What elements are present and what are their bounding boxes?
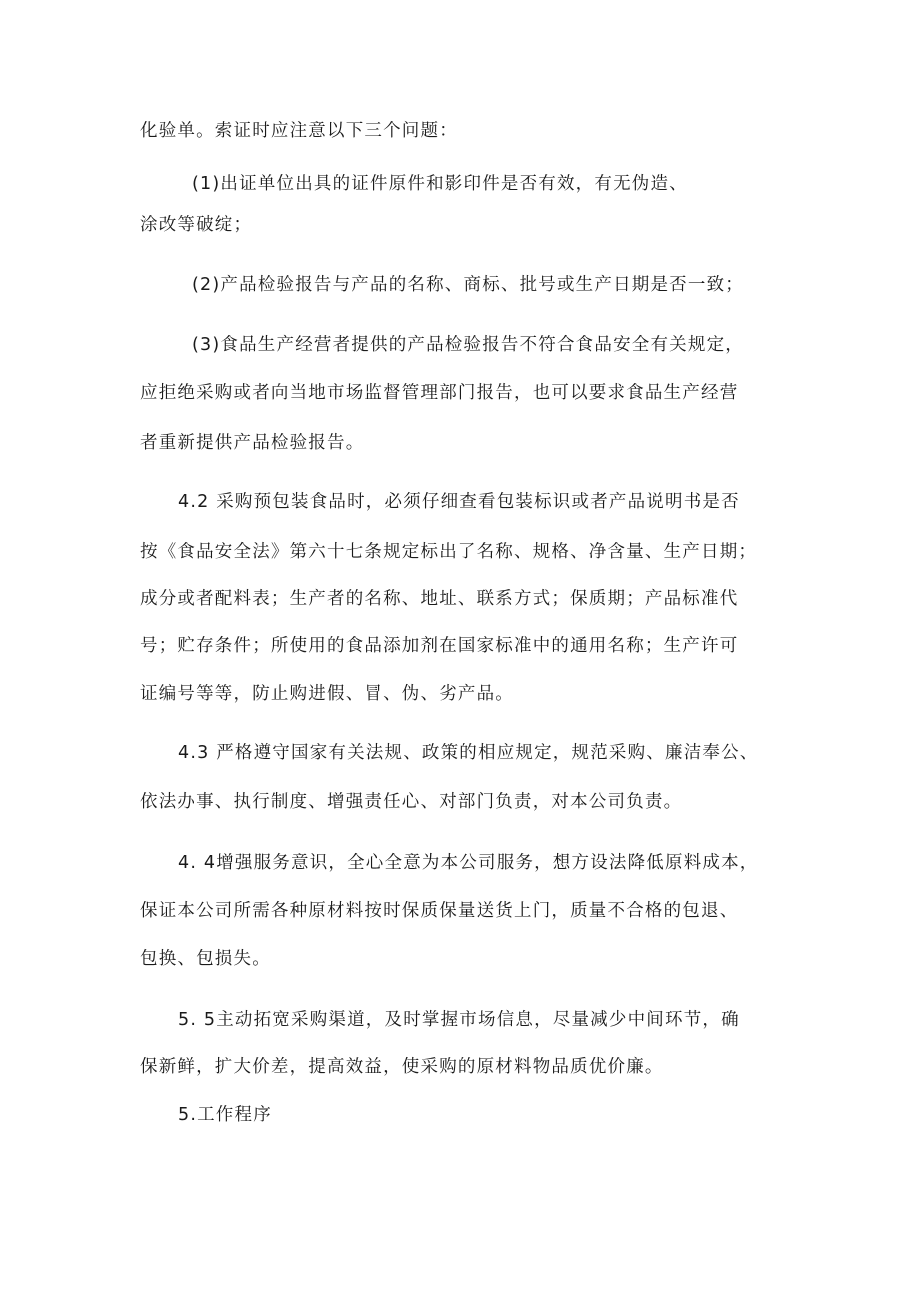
list-item-3: (3)食品生产经营者提供的产品检验报告不符合食品安全有关规定， [192,335,744,355]
section-5-5: 5. 5主动拓宽采购渠道，及时掌握市场信息，尽量减少中间环节，确 [178,1010,740,1030]
section-4-2: 4.2 采购预包装食品时，必须仔细查看包装标识或者产品说明书是否 [178,492,740,512]
text-line: 化验单。索证时应注意以下三个问题： [140,121,458,141]
list-item-1: (1)出证单位出具的证件原件和影印件是否有效，有无伪造、 [192,174,688,194]
text-line: 保证本公司所需各种原材料按时保质保量送货上门，质量不合格的包退、 [140,901,739,921]
section-4-4: 4. 4增强服务意识，全心全意为本公司服务，想方设法降低原料成本， [178,853,759,873]
section-heading-5: 5.工作程序 [178,1105,272,1125]
text-line: 成分或者配料表；生产者的名称、地址、联系方式；保质期；产品标准代 [140,589,739,609]
text-line: 包换、包损失。 [140,949,271,969]
text-line: 保新鲜，扩大价差，提高效益，使采购的原材料物品质优价廉。 [140,1057,664,1077]
list-item-2: (2)产品检验报告与产品的名称、商标、批号或生产日期是否一致； [192,275,744,295]
text-line: 按《食品安全法》第六十七条规定标出了名称、规格、净含量、生产日期； [140,542,758,562]
section-4-3: 4.3 严格遵守国家有关法规、政策的相应规定，规范采购、廉洁奉公、 [178,743,759,763]
text-line: 涂改等破绽； [140,215,253,235]
text-line: 号；贮存条件；所使用的食品添加剂在国家标准中的通用名称；生产许可 [140,636,739,656]
text-line: 应拒绝采购或者向当地市场监督管理部门报告，也可以要求食品生产经营 [140,383,739,403]
text-line: 证编号等等，防止购进假、冒、伪、劣产品。 [140,684,514,704]
text-line: 依法办事、执行制度、增强责任心、对部门负责，对本公司负责。 [140,792,683,812]
text-line: 者重新提供产品检验报告。 [140,433,365,453]
